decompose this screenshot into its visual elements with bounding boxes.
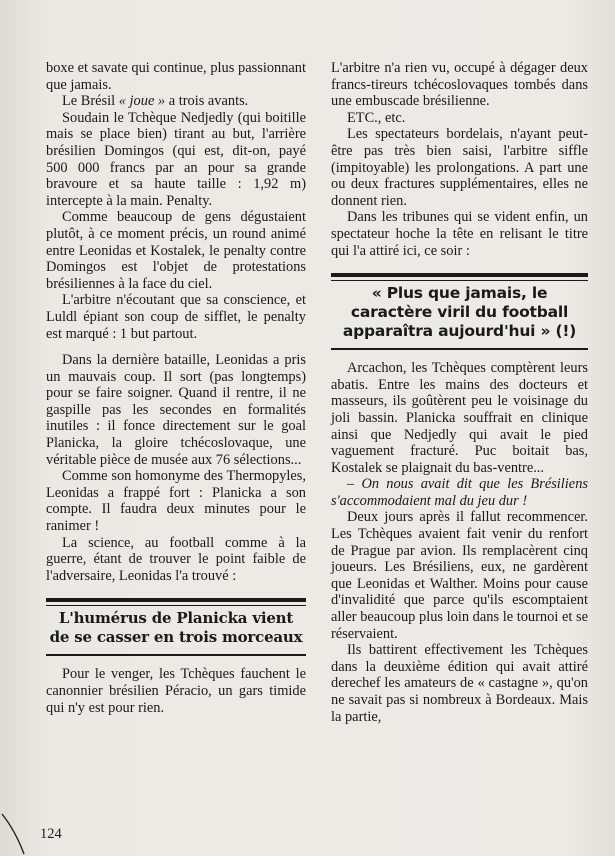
paragraph: L'arbitre n'a rien vu, occupé à dégager deux francs-tireurs tchécoslovaques tombés dans une embuscade brésilienne. <box>331 60 588 110</box>
headline-box <box>331 273 588 350</box>
paragraph: Comme beaucoup de gens dégustaient plutôt, à ce moment précis, un round animé entre Leonidas et Kostalek, le penalty contre Domingos est l'objet de protestations brésiliennes à la face du ciel. <box>46 209 306 292</box>
paragraph: L'arbitre n'écoutant que sa conscience, et Luldl épiant son coup de sifflet, le penalty est marqué : 1 but partout. <box>46 292 306 342</box>
paragraph: Comme son homonyme des Thermopyles, Leonidas a frappé fort : Planicka a son compte. Il faudra deux minutes pour le ranimer ! <box>46 468 306 535</box>
paragraph: Deux jours après il fallut recommencer. Les Tchèques avaient fait venir du renfort de Prague par avion. Ils remplacèrent cinq joueurs. Les Brésiliens, eux, ne gardèrent que Leonidas et Walther. Moins pour cause d'invalidité que parce qu'ils escomptaient aller beaucoup plus loin dans le tournoi et se réservaient. <box>331 509 588 642</box>
paragraph-text: a trois avants. <box>168 93 249 110</box>
headline-box <box>46 598 306 656</box>
page-number: 124 <box>40 826 62 842</box>
paragraph: Dans la dernière bataille, Leonidas a pris un mauvais coup. Il sort (pas longtemps) pour se faire soigner. Quand il rentre, il ne gaspille pas les secondes en formalités inutiles : il fonce directement sur le goal Planicka, la gloire tchécoslovaque, une véritable pièce de musée aux 76 sélections... <box>46 352 306 468</box>
paragraph: Arcachon, les Tchèques comptèrent leurs abatis. Entre les mains des docteurs et masseurs, ils goûtèrent peu le voisinage du joli bassin. Planicka souffrait en clinique ainsi que Nedjedly qui avait le pied vaguement fracturé. Puc boitait bas, Kostalek se plaignait du bas-ventre... <box>331 360 588 476</box>
page-edge-mark <box>0 800 30 856</box>
paragraph: ETC., etc. <box>347 109 406 126</box>
right-column <box>331 60 588 725</box>
section-headline: « Plus que jamais, le caractère viril du football apparaîtra aujourd'hui » (!) <box>342 284 577 341</box>
paragraph: Soudain le Tchèque Nedjedly (qui boitille mais se place bien) tirant au but, l'arrière brésilien Domingos (qui est, dit-on, payé 500 000 francs par an pour sa grande bravoure et sa haute taille : 1,92 m) intercepte à la main. Penalty. <box>46 109 306 209</box>
paragraph <box>331 476 588 509</box>
paragraph <box>46 93 306 110</box>
section-headline: L'humérus de Planicka vient de se casser en trois morceaux <box>49 609 303 647</box>
paragraph: Ils battirent effectivement les Tchèques dans la deuxième édition qui avait attiré derechef les amateurs de « castagne », qu'on ne savait pas si nombreux à Bordeaux. Mais la partie, <box>331 642 588 725</box>
paragraph: Dans les tribunes qui se vident enfin, un spectateur hoche la tête en relisant le titre qui l'a attiré ici, ce soir : <box>331 209 588 259</box>
italic-quote: « joue » <box>118 93 166 110</box>
left-column <box>46 60 306 716</box>
paragraph: La science, au football comme à la guerre, étant de trouver le point faible de l'adversaire, Leonidas l'a trouvé : <box>46 534 306 584</box>
paragraph-text: Le Brésil <box>62 93 116 110</box>
paragraph: Les spectateurs bordelais, n'ayant peut-être pas très bien saisi, l'arbitre siffle (impitoyable) les prolongations. A part une ou deux fractures supplémentaires, elles ne donnent rien. <box>331 126 588 209</box>
paragraph: Pour le venger, les Tchèques fauchent le canonnier brésilien Péracio, un gars timide qui n'y est pour rien. <box>46 666 306 716</box>
paragraph: boxe et savate qui continue, plus passionnant que jamais. <box>46 60 306 93</box>
italic-quote: – On nous avait dit que les Brésiliens s'accommodaient mal du jeu dur ! <box>331 476 588 509</box>
